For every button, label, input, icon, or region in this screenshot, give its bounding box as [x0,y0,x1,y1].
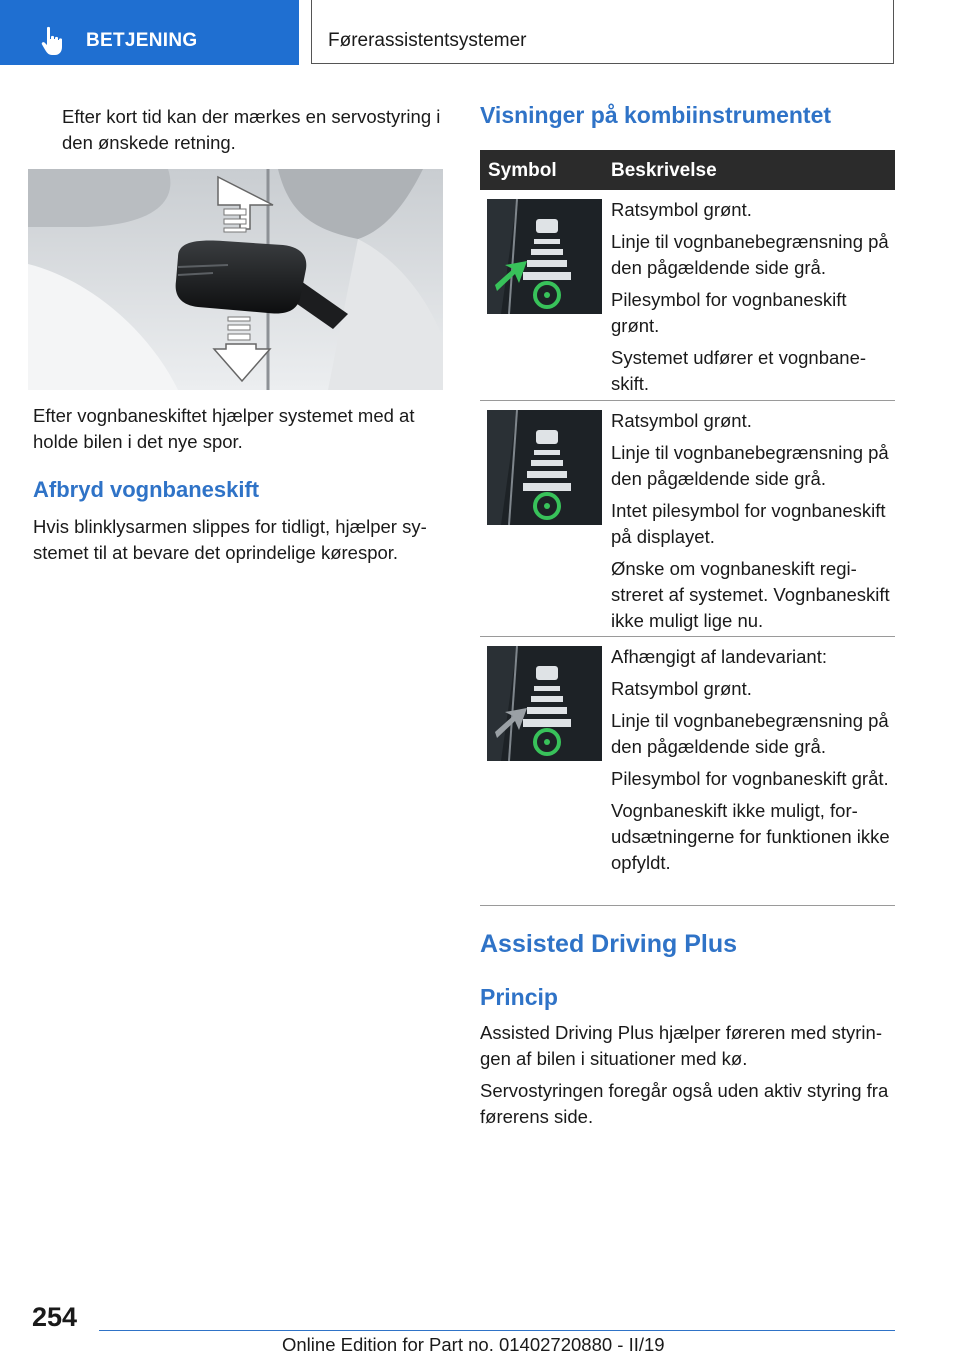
row-1-text-4: Systemet udfører et vognbaneskift. [611,347,867,394]
principle-paragraph-1: Assisted Driving Plus hjælper føreren med styringen af bilen i situationer med kø. [480,1022,882,1069]
row-divider [480,636,895,637]
turn-signal-lever-photo [28,169,443,390]
page-number: 254 [32,1302,78,1332]
row-divider [480,400,895,401]
chapter-header [311,0,894,64]
row-3-text-1: Ratsymbol grønt. [611,678,752,699]
row-3-description [611,644,893,882]
lever-illustration [28,169,443,390]
pointing-hand-icon [40,26,66,56]
row-1-text-2: Linje til vognbanebegrænsning på den pågældende side grå. [611,231,889,278]
principle-paragraph-2: Servostyringen foregår også uden aktiv styring fra førerens side. [480,1080,889,1127]
row-3-text-2: Linje til vognbanebegrænsning på den pågældende side grå. [611,710,889,757]
row-divider [480,905,895,906]
cancel-lane-change-heading: Afbryd vognbaneskift [33,477,260,502]
row-1-text-3: Pilesymbol for vognbaneskift grønt. [611,289,847,336]
row-2-text-4: Ønske om vognbaneskift registreret af systemet. Vognbaneskift ikke muligt lige nu. [611,558,890,631]
intro-paragraph: Efter kort tid kan der mærkes en servostyring i den ønskede retning. [62,106,441,153]
edition-footer: Online Edition for Part no. 01402720880 - II/19 [282,1334,665,1355]
row-1-text-1: Ratsymbol grønt. [611,199,752,220]
chapter-title: Førerassistentsystemer [328,30,527,51]
row-1-description [611,197,893,403]
instrument-display-heading: Visninger på kombiinstrumentet [480,102,832,128]
row-2-text-2: Linje til vognbanebegrænsning på den pågældende side grå. [611,442,889,489]
row-2-description [611,408,893,640]
row-2-text-1: Ratsymbol grønt. [611,410,752,431]
lane-change-unavailable-icon [487,646,602,761]
row-3-text-4: Vognbaneskift ikke muligt, forudsætningerne for funktionen ikke opfyldt. [611,800,890,873]
lane-change-active-icon [487,199,602,314]
section-label: BETJENING [86,30,198,51]
footer-divider [99,1330,895,1331]
after-lane-change-paragraph: Efter vognbaneskiftet hjælper systemet med at holde bilen i det nye spor. [33,405,415,452]
col-symbol-header: Symbol [488,160,557,181]
cancel-lane-change-paragraph: Hvis blinklysarmen slippes for tidligt, hjælper systemet til at bevare det oprindelige kørespor. [33,516,427,563]
col-description-header: Beskrivelse [611,160,717,181]
row-3-text-3: Pilesymbol for vognbaneskift gråt. [611,768,889,789]
principle-text [480,1020,896,1136]
row-3-text-0: Afhængigt af landevariant: [611,646,827,667]
principle-heading: Princip [480,984,558,1010]
lane-change-requested-icon [487,410,602,525]
row-2-text-3: Intet pilesymbol for vognbaneskift på displayet. [611,500,886,547]
assisted-driving-heading: Assisted Driving Plus [480,930,738,958]
section-tab[interactable] [0,0,299,65]
table-header [480,150,895,190]
